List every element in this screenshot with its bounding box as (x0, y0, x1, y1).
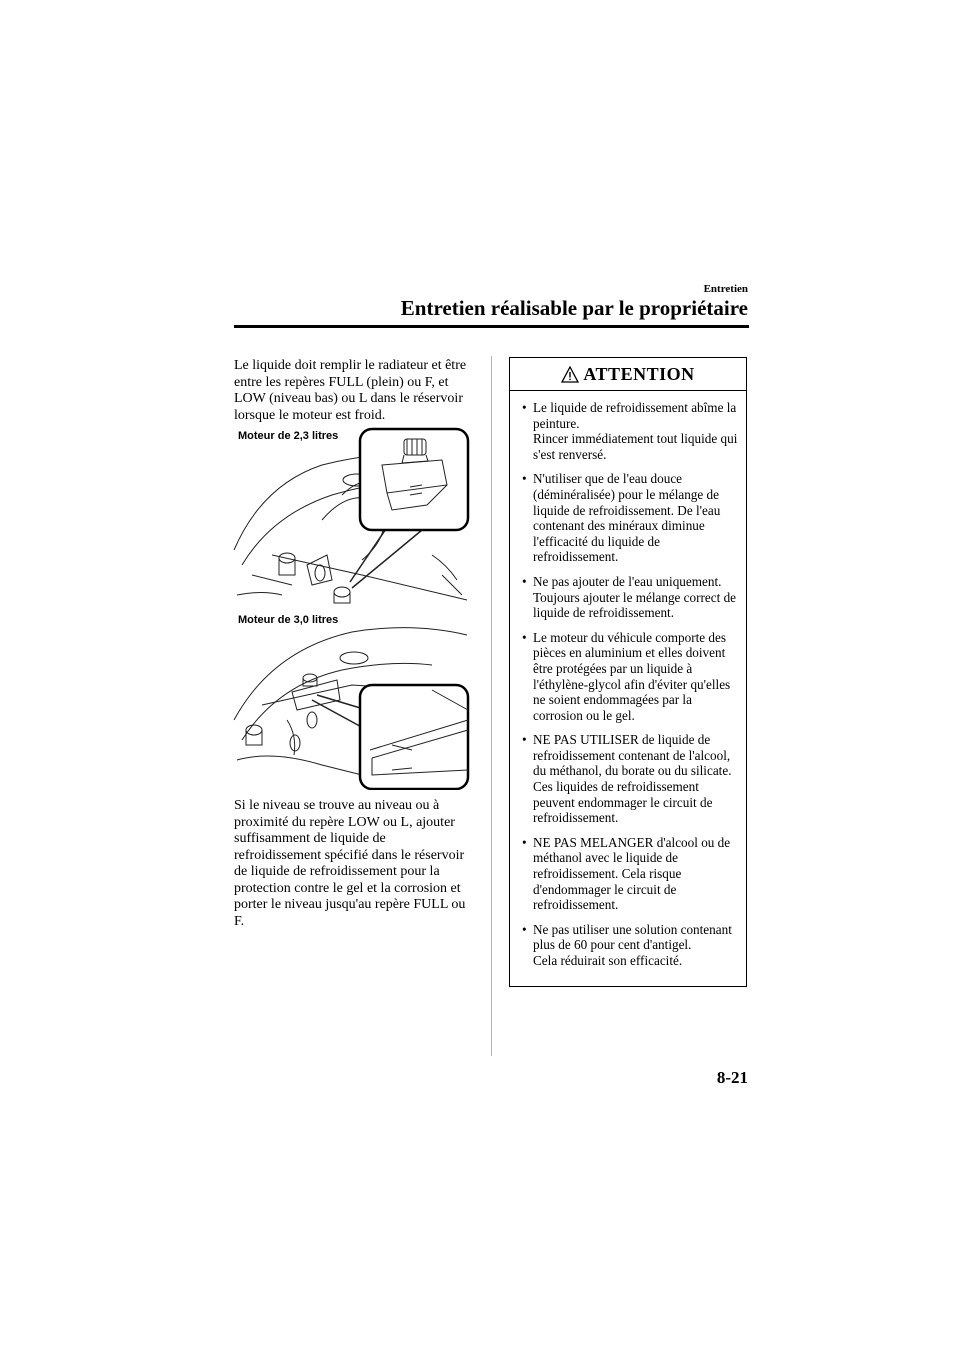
figure-label-3-0: Moteur de 3,0 litres (238, 614, 339, 626)
attention-item (522, 835, 742, 913)
attention-text: Ces liquides de refroidissement peuvent endommager le circuit de refroidissement. (533, 779, 713, 826)
attention-box (509, 357, 747, 987)
attention-text: • Le liquide de refroidissement abîme la peinture. (533, 400, 737, 431)
attention-item (522, 574, 742, 621)
refill-paragraph: Si le niveau se trouve au niveau ou à proximité du repère LOW ou L, ajouter suffisamment de liquide de refroidissement spécifié dans le réservoir de liquide de refroidissement pour la protection contre le gel et la corrosion et porter le niveau jusqu'au repère FULL ou F. (234, 798, 466, 929)
warning-triangle-icon (561, 366, 579, 383)
engine-30-illustration (232, 610, 474, 790)
page-number: 8-21 (716, 1068, 748, 1087)
attention-title: ATTENTION (583, 363, 695, 384)
intro-paragraph: Le liquide doit remplir le radiateur et être entre les repères FULL (plein) ou F, et LOW (niveau bas) ou L dans le réservoir lorsque le moteur est froid. (234, 358, 467, 423)
attention-item (522, 922, 742, 969)
attention-item (522, 732, 742, 826)
attention-text: Cela réduirait son efficacité. (533, 953, 683, 968)
figure-label-2-3: Moteur de 2,3 litres (238, 430, 339, 442)
attention-text: • Ne pas ajouter de l'eau uniquement. Toujours ajouter le mélange correct de liquide de refroidissement. (533, 573, 737, 621)
attention-item (522, 400, 742, 462)
attention-header (510, 358, 746, 391)
engine-23-illustration (232, 425, 474, 605)
attention-list (510, 391, 746, 969)
attention-item (522, 471, 742, 565)
attention-text: • Le moteur du véhicule comporte des pièces en aluminium et elles doivent être protégées par un liquide à l'éthylène-glycol afin d'éviter qu'elles ne soient endommagées par la corrosion ou le gel. (533, 629, 731, 723)
attention-text: • N'utiliser que de l'eau douce (déminéralisée) pour le mélange de liquide de refroidissement. De l'eau contenant des minéraux diminue l'efficacité du liquide de refroidissement. (533, 471, 721, 565)
attention-text: • NE PAS UTILISER de liquide de refroidissement contenant de l'alcool, du méthanol, du borate ou du silicate. (533, 732, 732, 779)
attention-item (522, 630, 742, 724)
header-rule (234, 325, 749, 328)
attention-text: • NE PAS MELANGER d'alcool ou de méthanol avec le liquide de refroidissement. Cela risque d'endommager le circuit de refroidissement. (533, 834, 731, 913)
column-divider (491, 356, 492, 1056)
attention-text: • Ne pas utiliser une solution contenant plus de 60 pour cent d'antigel. (533, 921, 732, 953)
attention-text: Rincer immédiatement tout liquide qui s'est renversé. (533, 431, 738, 462)
page-title: Entretien réalisable par le propriétaire (400, 296, 748, 320)
section-label: Entretien (703, 283, 748, 295)
